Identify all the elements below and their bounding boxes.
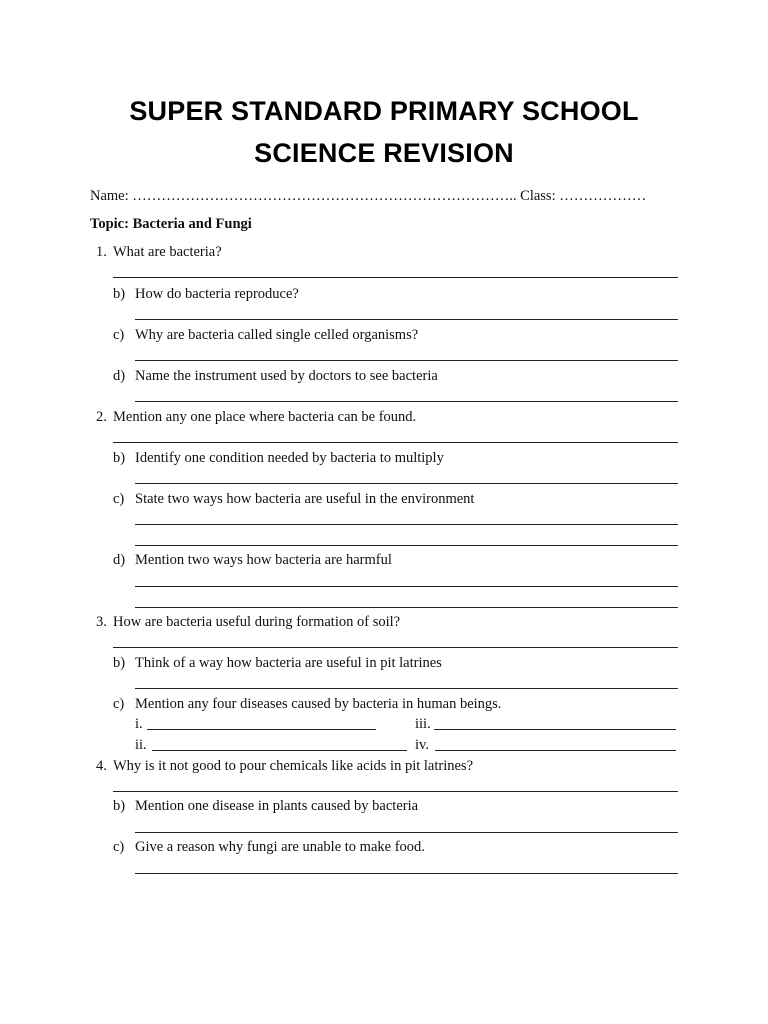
class-dots: ……………… [559, 188, 647, 204]
q1b-label: b) [113, 286, 126, 302]
q1d-answer-line[interactable] [135, 401, 678, 402]
subject-title: SCIENCE REVISION [254, 138, 514, 168]
q3c-sub-ii-line[interactable] [152, 750, 407, 751]
q2b-label: b) [113, 450, 126, 466]
q4c-text: Give a reason why fungi are unable to make food. [135, 839, 425, 855]
name-label: Name: [90, 188, 129, 204]
q1c-label: c) [113, 327, 125, 343]
q3c-sub-ii-label: ii. [135, 737, 147, 753]
class-label: Class: [520, 188, 556, 204]
q4b-label: b) [113, 798, 126, 814]
q3c-sub-i-label: i. [135, 716, 143, 732]
q2b-answer-line[interactable] [135, 483, 678, 484]
topic-heading: Topic: Bacteria and Fungi [90, 216, 252, 232]
q2c-text: State two ways how bacteria are useful in the environment [135, 491, 475, 507]
q1d-label: d) [113, 368, 126, 384]
q2-text: Mention any one place where bacteria can be found. [113, 409, 417, 425]
q2d-answer-line-1[interactable] [135, 586, 678, 587]
q3b-text: Think of a way how bacteria are useful in pit latrines [135, 655, 442, 671]
q3b-answer-line[interactable] [135, 688, 678, 689]
q2d-label: d) [113, 552, 126, 568]
q1b-text: How do bacteria reproduce? [135, 286, 299, 302]
q2c-label: c) [113, 491, 125, 507]
q2d-answer-line-2[interactable] [135, 607, 678, 608]
q3c-sub-iii-label: iii. [415, 716, 431, 732]
q4b-text: Mention one disease in plants caused by bacteria [135, 798, 419, 814]
q2c-answer-line-2[interactable] [135, 545, 678, 546]
q3c-sub-iv-line[interactable] [435, 750, 676, 751]
q3c-text: Mention any four diseases caused by bacteria in human beings. [135, 696, 502, 712]
q3c-sub-iv-label: iv. [415, 737, 429, 753]
q4-text: Why is it not good to pour chemicals like acids in pit latrines? [113, 758, 474, 774]
q1-number: 1. [96, 244, 107, 260]
q1c-answer-line[interactable] [135, 360, 678, 361]
q4c-label: c) [113, 839, 125, 855]
q3c-label: c) [113, 696, 125, 712]
q3-number: 3. [96, 614, 107, 630]
q4c-answer-line[interactable] [135, 873, 678, 874]
school-name: SUPER STANDARD PRIMARY SCHOOL [129, 96, 639, 126]
name-line [90, 187, 646, 205]
q3c-sub-iii-line[interactable] [434, 729, 676, 730]
q2b-text: Identify one condition needed by bacteria to multiply [135, 450, 444, 466]
q3b-label: b) [113, 655, 126, 671]
q3-text: How are bacteria useful during formation of soil? [113, 614, 401, 630]
q2d-text: Mention two ways how bacteria are harmful [135, 552, 392, 568]
q1d-text: Name the instrument used by doctors to see bacteria [135, 368, 438, 384]
q2-number: 2. [96, 409, 107, 425]
q1b-answer-line[interactable] [135, 319, 678, 320]
q2-answer-line[interactable] [113, 442, 678, 443]
q4-number: 4. [96, 758, 107, 774]
q1-answer-line[interactable] [113, 277, 678, 278]
name-dots: …………………………………………………………………….. [132, 188, 517, 204]
q2c-answer-line-1[interactable] [135, 524, 678, 525]
q3c-sub-i-line[interactable] [147, 729, 376, 730]
q1-text: What are bacteria? [113, 244, 222, 260]
q3-answer-line[interactable] [113, 647, 678, 648]
q4-answer-line[interactable] [113, 791, 678, 792]
q4b-answer-line[interactable] [135, 832, 678, 833]
q1c-text: Why are bacteria called single celled organisms? [135, 327, 419, 343]
